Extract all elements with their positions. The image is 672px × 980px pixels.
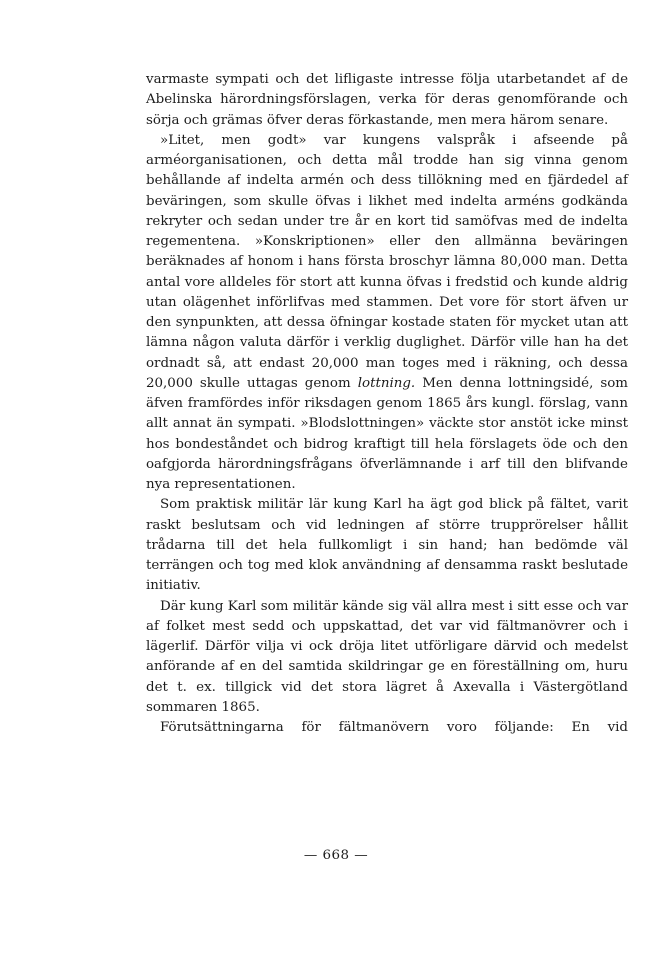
page-number: — 668 — [303,848,369,863]
paragraph-3-text: Som praktisk militär lär kung Karl ha ägt god blick på fältet, varit raskt beslutsam och vid ledningen af större trupprörelser hållit trådarna till det hela fullkomligt i sin hand; han bedömde väl terrängen och tog med klok användning af densamma raskt beslutade initiativ. [146,497,628,594]
paragraph-3 [146,495,628,596]
paragraph-2-text-a: »Litet, men godt» var kungens valspråk i afseende på arméorganisationen, och detta mål trodde han sig vinna genom behållande af indelta armén och dess tillökning med en fjärdedel af beväringen, som skulle öfvas i likhet med indelta arméns godkända rekryter och sedan under tre år en kort tid samöfvas med de indelta regementena. »Konskriptionen» eller den allmänna beväringen beräknades af honom i hans första broschyr lämna 80,000 man. Detta antal vore alldeles för stort att kunna öfvas i fredstid och kunde aldrig utan olägenhet införlifvas med stammen. Det vore för stort äfven ur den synpunkten, att dessa öfningar kostade staten för mycket utan att lämna någon valuta därför i verklig duglighet. Därför ville han ha det ordnadt så, att endast 20,000 man toges med i räkning, och dessa 20,000 skulle uttagas genom [146,132,628,391]
paragraph-5-text: Förutsättningarna för fältmanövern voro följande: En vid [160,720,628,735]
paragraph-2 [146,131,628,496]
paragraph-4-text: Där kung Karl som militär kände sig väl allra mest i sitt esse och var af folket mest sedd och uppskattad, det var vid fältmanövrer och i lägerlif. Därför vilja vi ock dröja litet utförligare därvid och medelst anförande af en del samtida skildringar ge en föreställning om, huru det t. ex. tillgick vid det stora lägret å Axevalla i Västergötland sommaren 1865. [146,598,628,715]
paragraph-5 [146,718,628,738]
paragraph-2-text-b: Men denna lottningsidé, som äfven framfördes inför riksdagen genom 1865 års kungl. förslag, vann allt annat än sympati. »Blodslottningen» väckte stor anstöt icke minst hos bondeståndet och bidrog kraftigt till hela förslagets öde och den oafgjorda härordningsfrågans öfverlämnande i arf till den blifvande nya representationen. [146,375,628,492]
paragraph-4 [146,597,628,719]
paragraph-1-text: varmaste sympati och det lifligaste intresse följa utarbetandet af de Abelinska härordningsförslagen, verka för deras genomförande och sörja och grämas öfver deras förkastande, men mera härom senare. [146,72,628,128]
paragraph-2-italic-lottning: lottning. [357,375,416,391]
paragraph-1 [146,70,628,131]
page-text-body [146,70,628,738]
